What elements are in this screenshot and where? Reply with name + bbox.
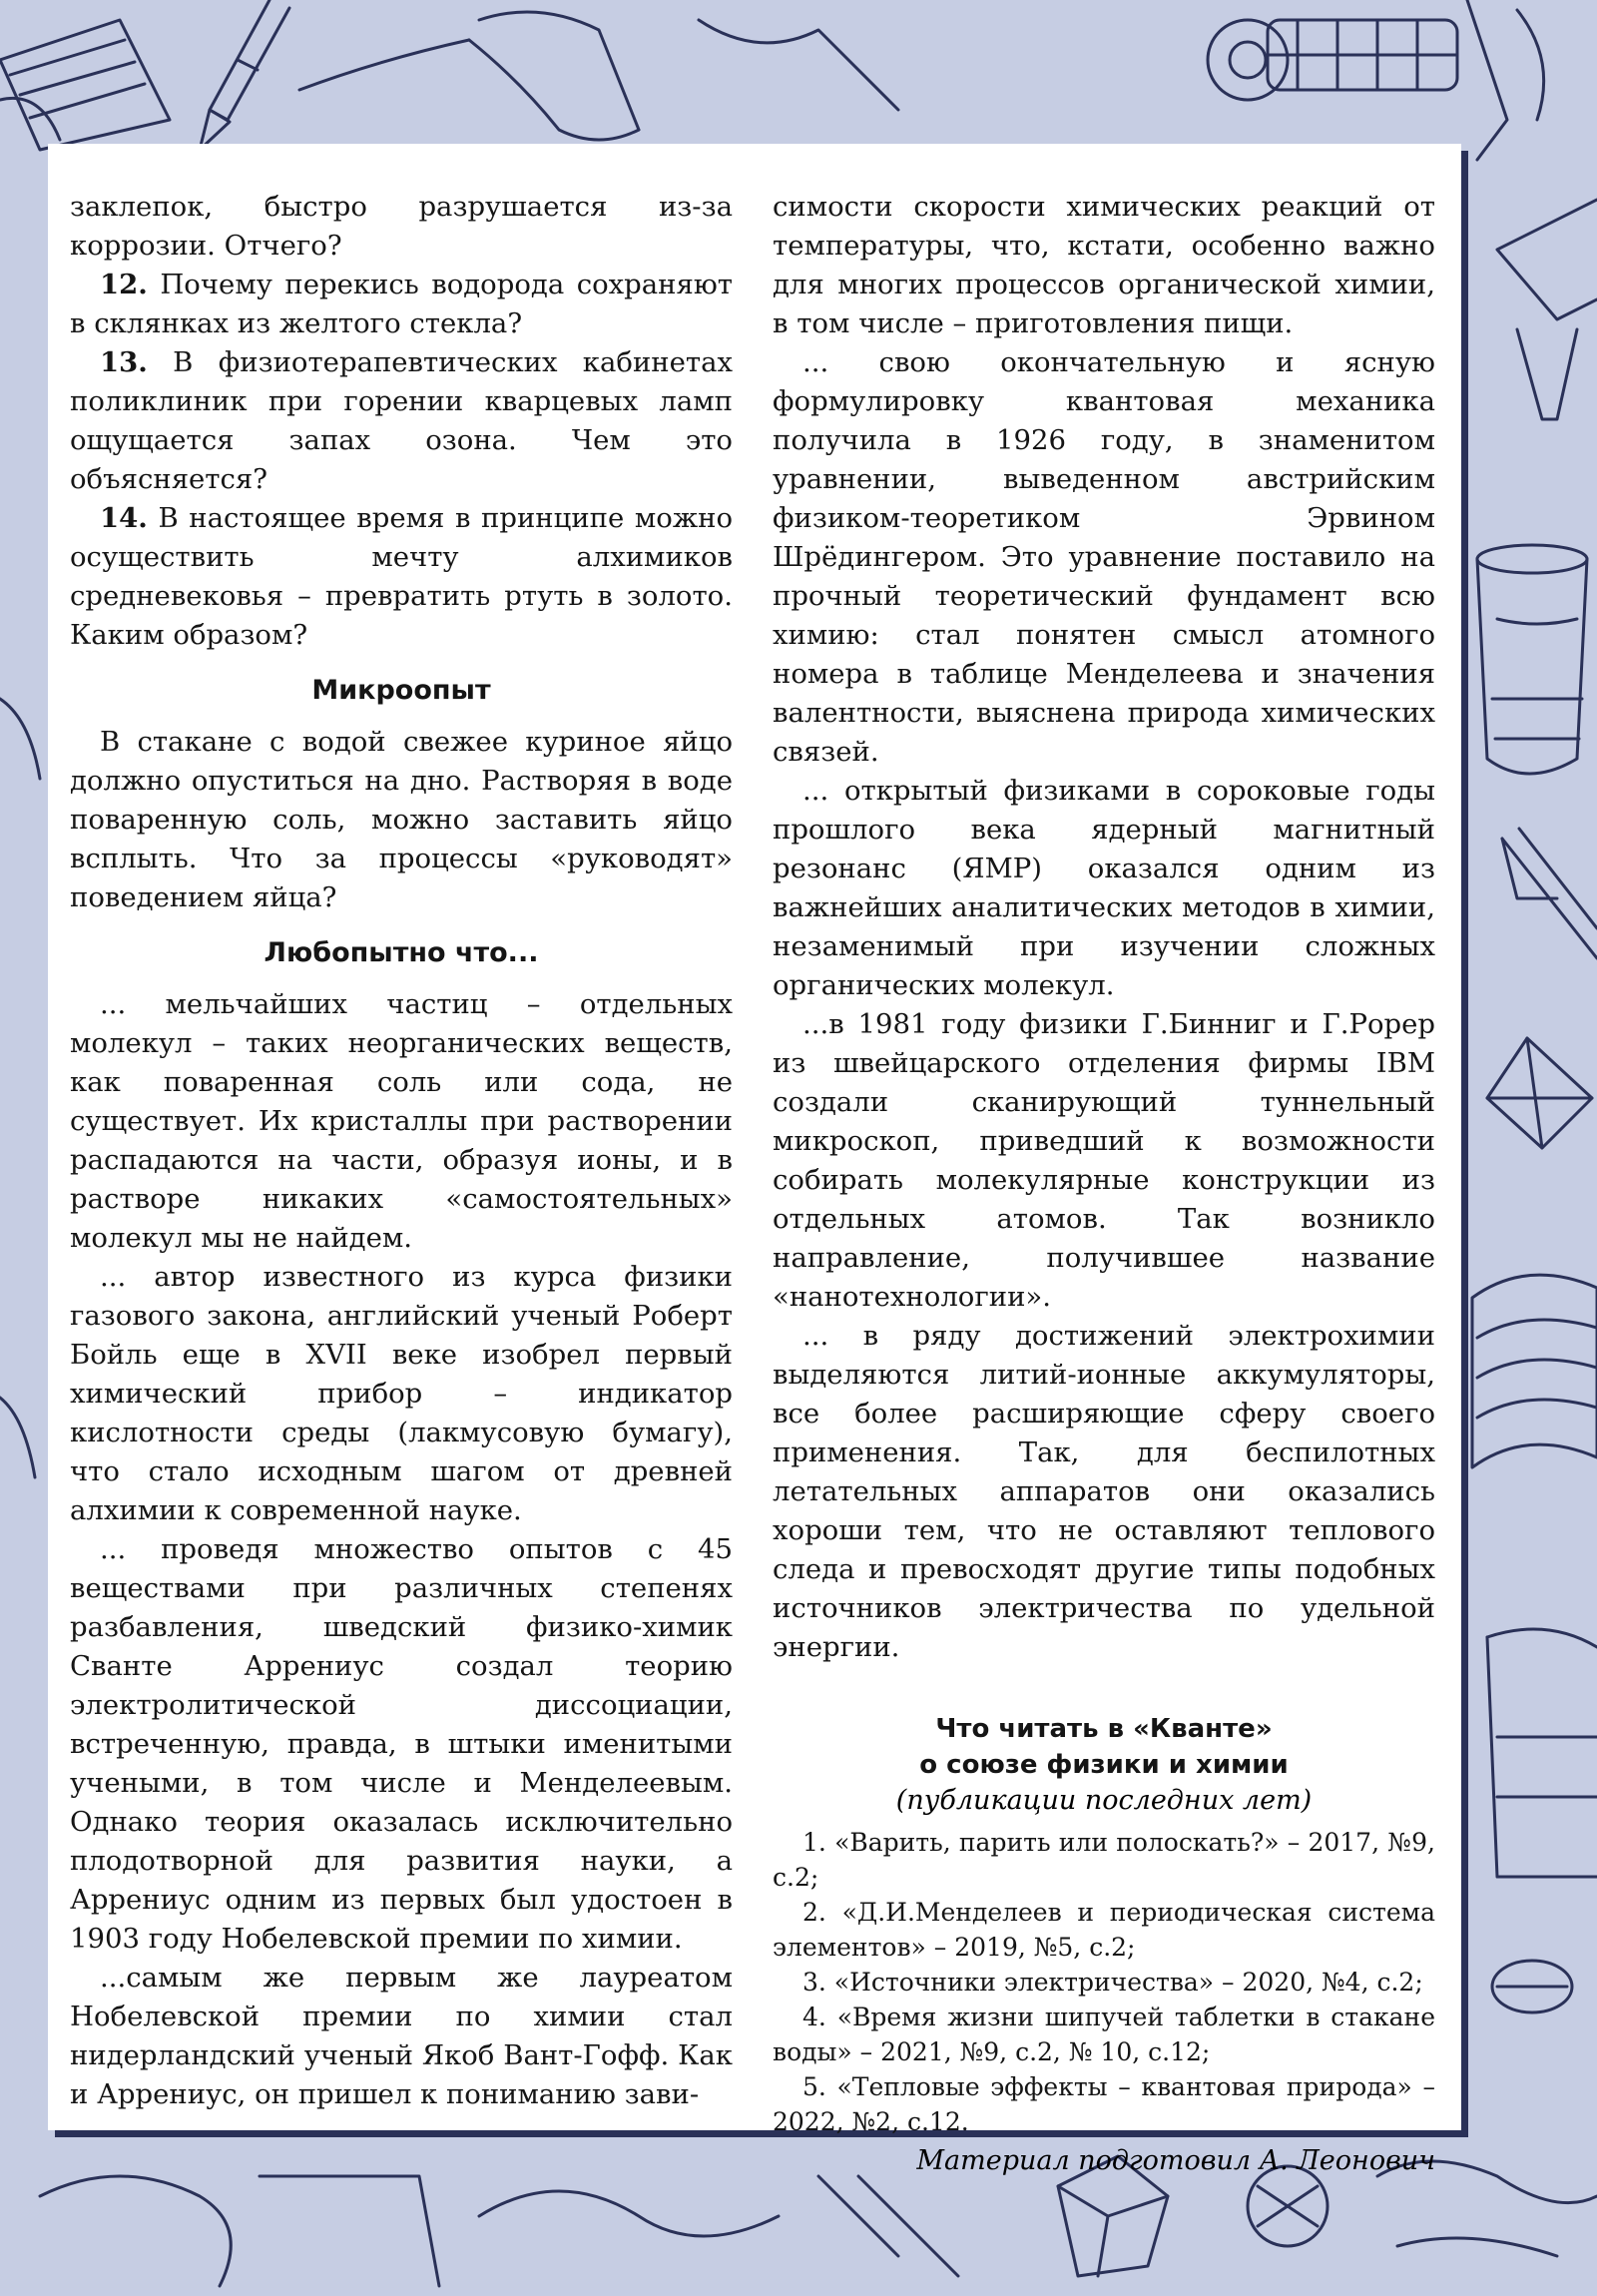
curious-paragraph: ... в ряду достижений электрохимии выделяются литий-ионные аккумуляторы, все более расширяющие сферу своего применения. Так, для беспилотных летательных аппаратов они оказались хороши тем, что не оставляют теплового следа и превосходят другие типы подобных источников электричества по удельной энергии.: [773, 1320, 1435, 1663]
funnel-sketch: [1497, 200, 1597, 419]
curious-paragraph: ... свою окончательную и ясную формулировку квантовая механика получила в 1926 году, в знаменитом уравнении, выведенном австрийским физиком-теоретиком Эрвином Шрёдингером. Это уравнение поставило на прочный теоретический фундамент всю химию: стал понятен смысл атомного номера в таблице Менделеева и значения валентности, выяснена природа химических связей.: [773, 346, 1435, 768]
micro-experiment-heading: Микроопыт: [311, 675, 491, 706]
curious-heading: Любопытно что...: [264, 937, 539, 968]
pencil-sketch: [1502, 829, 1597, 958]
reference-item: 5. «Тепловые эффекты – квантовая природа» – 2022, №2, с.12.: [773, 2072, 1435, 2136]
fountain-pen-sketch: [200, 0, 289, 150]
reading-heading-line-1: Что читать в «Кванте»: [935, 1714, 1273, 1744]
right-column: [773, 188, 1435, 2181]
question-text: Почему перекись водорода сохраняют в склянках из желтого стекла?: [70, 269, 733, 339]
glass-beaker-sketch: [1477, 545, 1587, 774]
paper-roll-sketch: [299, 12, 898, 140]
crystal-sketch: [1487, 1038, 1592, 1148]
reference-item: 3. «Источники электричества» – 2020, №4, с.2;: [802, 1968, 1423, 1997]
question-number: 13.: [100, 346, 148, 378]
author-credit: Материал подготовил А. Леонович: [916, 2145, 1435, 2176]
article-page: [48, 144, 1461, 2176]
left-column: [70, 188, 733, 2114]
reading-heading: [773, 1711, 1435, 1783]
reference-item: 4. «Время жизни шипучей таблетки в стакане воды» – 2021, №9, с.2, № 10, с.12;: [773, 2003, 1435, 2066]
curious-paragraph: ... автор известного из курса физики газового закона, английский ученый Роберт Бойль еще в XVII веке изобрел первый химический прибор – индикатор кислотности среды (лакмусовую бумагу), что стало исходным шагом от древней алхимии к современной науке.: [70, 1261, 733, 1526]
question-number: 12.: [100, 269, 148, 300]
reference-item: 2. «Д.И.Менделеев и периодическая система элементов» – 2019, №5, с.2;: [773, 1898, 1435, 1962]
scroll-sketch: [40, 2176, 958, 2286]
curious-paragraph: ... открытый физиками в сороковые годы прошлого века ядерный магнитный резонанс (ЯМР) оказался одним из важнейших аналитических методов в химии, незаменимый при изучении сложных органических молекул.: [773, 775, 1435, 1001]
question-text: В настоящее время в принципе можно осуществить мечту алхимиков средневековья – превратить ртуть в золото. Каким образом?: [70, 502, 733, 651]
open-book-sketch: [1472, 1275, 1597, 1467]
curious-paragraph: ...самым же первым же лауреатом Нобелевской премии по химии стал нидерландский ученый Якоб Вант-Гофф. Как и Аррениус, он пришел к пониманию зави-: [70, 1962, 733, 2110]
leaf-sketch: [0, 699, 40, 1477]
flask-sketch: [1487, 1629, 1597, 2012]
curious-paragraph-continued: симости скорости химических реакций от температуры, что, кстати, особенно важно для многих процессов органической химии, в том числе – приготовления пищи.: [773, 191, 1435, 339]
reading-subheading: (публикации последних лет): [895, 1785, 1313, 1816]
reference-list: [773, 1825, 1435, 2139]
curious-paragraph: ...в 1981 году физики Г.Бинниг и Г.Рорер из швейцарского отделения фирмы IBM создали сканирующий туннельный микроскоп, приведший к возможности собирать молекулярные конструкции из отдельных атомов. Так возникло направление, получившее название «нанотехнологии».: [773, 1008, 1435, 1313]
question-number: 14.: [100, 502, 148, 534]
question-text: В физиотерапевтических кабинетах поликлиник при горении кварцевых ламп ощущается запах озона. Чем это объясняется?: [70, 346, 733, 495]
curious-paragraph: ... мельчайших частиц – отдельных молекул – таких неорганических веществ, как поваренная соль или сода, не существует. Их кристаллы при растворении распадаются на части, образуя ионы, и в растворе никаких «самостоятельных» молекул мы не найдем.: [70, 988, 733, 1254]
question-11-continued: заклепок, быстро разрушается из-за коррозии. Отчего?: [70, 191, 733, 262]
question-12: [70, 266, 733, 343]
reference-item: 1. «Варить, парить или полоскать?» – 2017, №9, с.2;: [773, 1828, 1435, 1892]
micro-experiment-text: В стакане с водой свежее куриное яйцо должно опуститься на дно. Растворяя в воде поваренную соль, можно заставить яйцо всплыть. Что за процессы «руководят» поведением яйца?: [70, 726, 733, 913]
curious-paragraph: ... проведя множество опытов с 45 веществами при различных степенях разбавления, шведский физико-химик Сванте Аррениус создал теорию электролитической диссоциации, встреченную, правда, в штыки именитыми учеными, в том числе и Менделеевым. Однако теория оказалась исключительно плодотворной для развития науки, а Аррениус одним из первых был удостоен в 1903 году Нобелевской премии по химии.: [70, 1533, 733, 1955]
question-14: [70, 499, 733, 655]
question-13: [70, 343, 733, 499]
reading-heading-line-2: о союзе физики и химии: [919, 1750, 1289, 1780]
microscope-sketch: [1208, 0, 1544, 160]
paper-sheets-sketch: [0, 20, 170, 150]
